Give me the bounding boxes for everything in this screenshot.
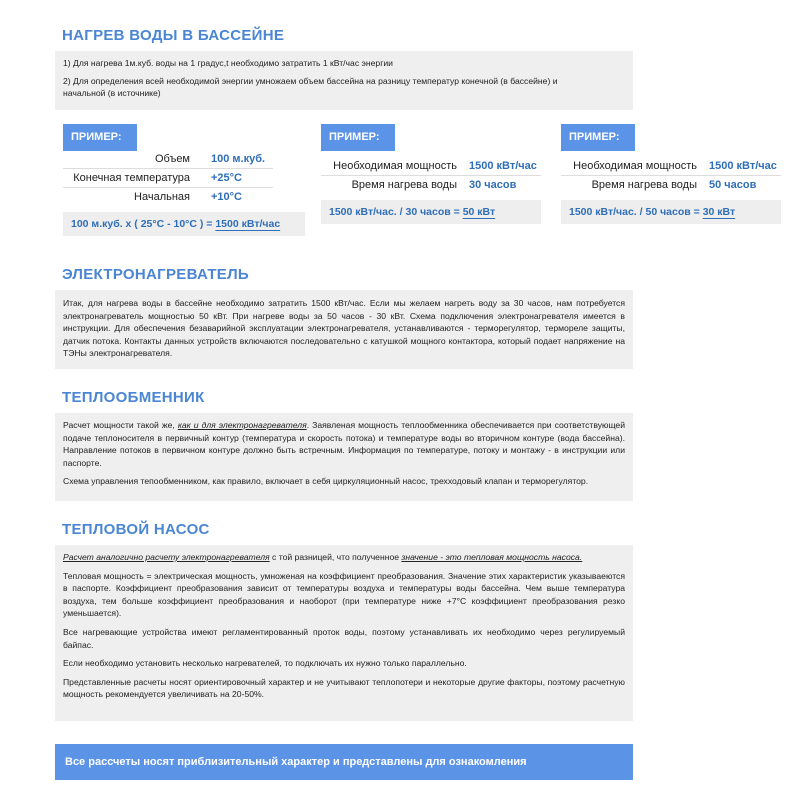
example-3-label-power: Необходимая мощность <box>573 160 697 172</box>
example-2-row-power <box>321 159 551 174</box>
heat-exchanger-panel <box>55 413 633 501</box>
heat-pump-paragraph-2: Тепловая мощность = электрическая мощность, умноженая на коэффициент преобразования. Значение этих характеристик указываеются в паспорте. Коэффициент преобразования зависит от температуры воздуха и температуры воды бассейна. Чем выше температура воздуха, тем больше коэффициент преобразования и наоборот (при температуре ниже +7°C коэффициент преобразования резко уменьшается). <box>63 570 625 619</box>
example-1-result: 1500 кВт/час <box>215 218 281 230</box>
heat-pump-link-2: значение - это тепловая мощность насоса. <box>401 552 583 562</box>
heat-pump-paragraph-5: Представленные расчеты носят ориентировочный характер и не учитывают теплопотери и некоторые другие факторы, поэтому расчетную мощность рекомендуется увеличивать на 20-50%. <box>63 676 625 700</box>
heat-exchanger-paragraph-2: Схема управления тепообменником, как правило, включает в себя циркуляционный насос, трехходовый клапан и терморегулятор. <box>63 476 589 487</box>
example-3-result: 30 кВт <box>702 206 736 218</box>
heat-exchanger-link: как и для электронагревателя <box>177 420 307 430</box>
example-2-label-time: Время нагрева воды <box>351 179 457 191</box>
heat-exchanger-paragraph-1 <box>63 419 625 469</box>
heat-pump-paragraph-4: Если необходимо установить несколько нагревателей, то подключать их нужно только параллельно. <box>63 658 467 669</box>
example-1-label-volume: Объем <box>154 153 190 165</box>
heat-pump-paragraph-3: Все нагревающие устройства имеют регламентированный проток воды, поэтому устанавливать их необходимо через регулируемый байпас. <box>63 626 625 650</box>
example-1-label-final-temp: Конечная температура <box>73 172 190 184</box>
example-1-row-initial-temp <box>63 190 283 205</box>
example-3-label-time: Время нагрева воды <box>591 179 697 191</box>
example-1-formula <box>63 212 305 236</box>
section-title-heat-pump: ТЕПЛОВОЙ НАСОС <box>62 521 210 538</box>
example-1-value-initial-temp: +10°C <box>211 191 243 203</box>
example-3-value-time: 50 часов <box>709 179 757 191</box>
divider <box>63 168 273 169</box>
example-2-label-power: Необходимая мощность <box>333 160 457 172</box>
example-3-formula-text: 1500 кВт/час. / 50 часов = <box>569 206 700 218</box>
example-1-label-initial-temp: Начальная <box>134 191 190 203</box>
heat-exchanger-text-start: Расчет мощности такой же, <box>63 420 178 430</box>
example-3-header: ПРИМЕР: <box>561 124 635 151</box>
heat-pump-link-1: Расчет аналогично расчету электронагревателя <box>63 552 270 562</box>
example-2-row-time <box>321 178 551 193</box>
heat-pump-text-mid: с той разницей, что полученное <box>269 552 402 562</box>
intro-paragraph-2: 2) Для определения всей необходимой энергии умножаем объем бассейна на разницу температур конечной (в бассейне) и начальной (в источнике) <box>63 75 558 99</box>
example-1-row-final-temp <box>63 171 283 186</box>
example-2-result: 50 кВт <box>462 206 496 218</box>
example-1-value-volume: 100 м.куб. <box>211 153 266 165</box>
example-2-value-time: 30 часов <box>469 179 517 191</box>
divider <box>321 175 541 176</box>
example-1-row-volume <box>63 152 283 167</box>
section-title-pool-heating: НАГРЕВ ВОДЫ В БАССЕЙНЕ <box>62 27 285 44</box>
example-2-value-power: 1500 кВт/час <box>469 160 537 172</box>
example-1-formula-text: 100 м.куб. х ( 25°C - 10°C ) = <box>71 218 213 230</box>
example-2-formula-text: 1500 кВт/час. / 30 часов = <box>329 206 460 218</box>
electric-heater-panel <box>55 290 633 369</box>
example-3-formula <box>561 200 781 224</box>
intro-paragraph-1: 1) Для нагрева 1м.куб. воды на 1 градус,t необходимо затратить 1 кВт/час энергии <box>63 58 393 68</box>
divider <box>63 187 273 188</box>
footer-banner: Все рассчеты носят приблизительный характер и представлены для ознакомления <box>55 744 633 780</box>
heat-pump-paragraph-1 <box>63 551 625 564</box>
example-3-value-power: 1500 кВт/час <box>709 160 777 172</box>
divider <box>561 175 781 176</box>
heat-exchanger-text-rest: . Заявленая мощность теплообменника обеспечивается при соответствующей подаче теплоносителя в первичный контур (температура и скорость потока) и температуре воды во вторичном контуре (вода бассейна). Направление потоков в первичном контуре должно быть встречным. Информация по температуре, потоку и монтажу - в инструкции или паспорте. <box>63 420 625 468</box>
intro-panel <box>55 51 633 110</box>
example-1-value-final-temp: +25°C <box>211 172 243 184</box>
example-3-row-time <box>561 178 791 193</box>
heat-pump-panel <box>55 545 633 721</box>
example-2-header: ПРИМЕР: <box>321 124 395 151</box>
section-title-electric-heater: ЭЛЕКТРОНАГРЕВАТЕЛЬ <box>62 266 250 283</box>
electric-heater-paragraph: Итак, для нагрева воды в бассейне необходимо затратить 1500 кВт/час. Если мы желаем нагреть воду за 30 часов, нам потребуется электронагреватель мощностью 50 кВт. При нагреве воды за 50 часов - 30 кВт. Схема подключения электронагревателя имеется в инструкции. Для обеспечения безаварийной эксплуатации электронагревателя, устанавливаются - терморегулятор, термореле защиты, датчик потока. Контакты данных устройств включаются последовательно с катушкой мощного контактора, который подает напряжение на ТЭНы электронагревателя. <box>63 298 625 359</box>
example-3-row-power <box>561 159 791 174</box>
section-title-heat-exchanger: ТЕПЛООБМЕННИК <box>62 389 205 406</box>
example-2-formula <box>321 200 541 224</box>
example-1-header: ПРИМЕР: <box>63 124 137 151</box>
